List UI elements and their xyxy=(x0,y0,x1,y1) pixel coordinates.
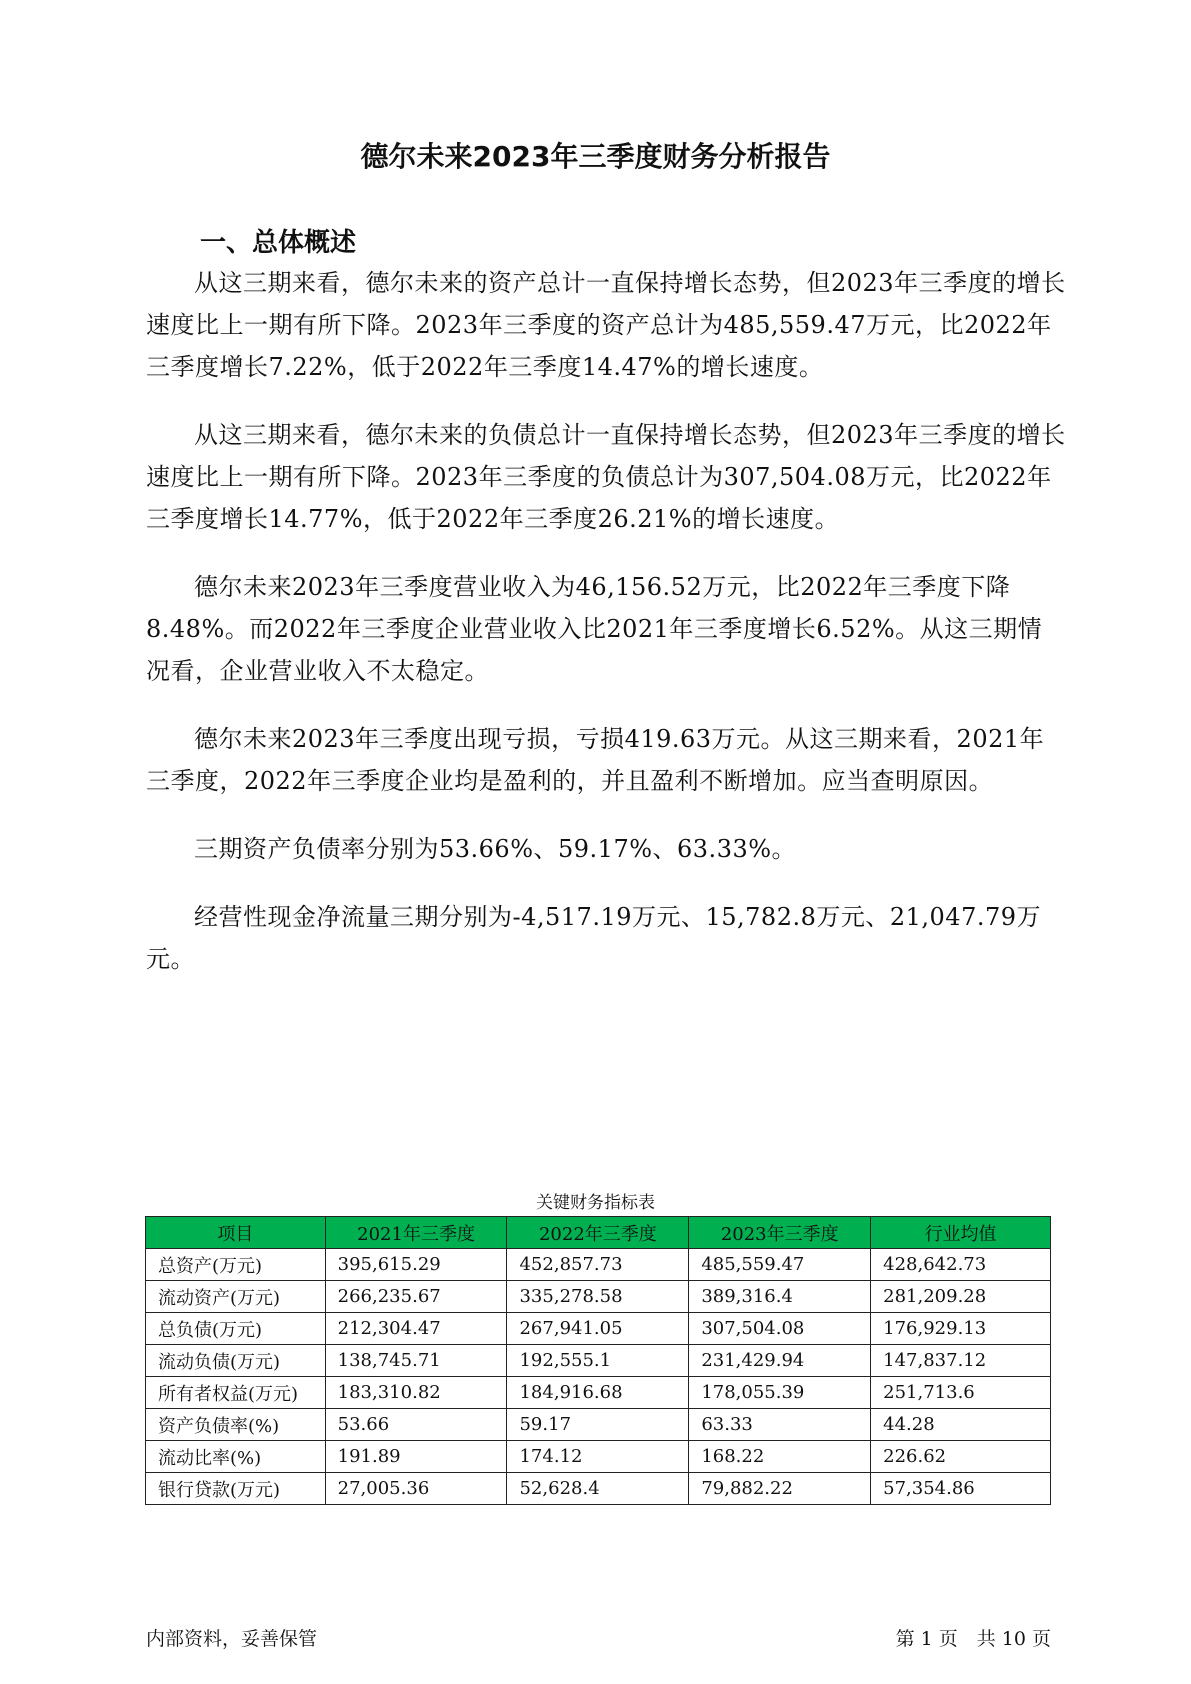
section-heading: 一、总体概述 xyxy=(200,228,357,258)
row-label: 流动负债(万元) xyxy=(146,1345,326,1377)
row-label: 资产负债率(%) xyxy=(146,1409,326,1441)
table-cell: 452,857.73 xyxy=(507,1249,689,1281)
row-label: 总负债(万元) xyxy=(146,1313,326,1345)
document-title: 德尔未来2023年三季度财务分析报告 xyxy=(360,140,831,173)
table-cell: 389,316.4 xyxy=(689,1281,871,1313)
table-cell: 231,429.94 xyxy=(689,1345,871,1377)
table-cell: 184,916.68 xyxy=(507,1377,689,1409)
table-cell: 307,504.08 xyxy=(689,1313,871,1345)
header-2021q3: 2021年三季度 xyxy=(325,1217,507,1249)
row-label: 所有者权益(万元) xyxy=(146,1377,326,1409)
table-cell: 251,713.6 xyxy=(871,1377,1051,1409)
footer-confidential-note: 内部资料，妥善保管 xyxy=(146,1628,318,1650)
table-cell: 266,235.67 xyxy=(325,1281,507,1313)
header-industry-average: 行业均值 xyxy=(871,1217,1051,1249)
table-cell: 212,304.47 xyxy=(325,1313,507,1345)
table-cell: 335,278.58 xyxy=(507,1281,689,1313)
table-cell: 79,882.22 xyxy=(689,1473,871,1505)
table-cell: 57,354.86 xyxy=(871,1473,1051,1505)
paragraph-profit: 德尔未来2023年三季度出现亏损，亏损419.63万元。从这三期来看，2021年三季度，2022年三季度企业均是盈利的，并且盈利不断增加。应当查明原因。 xyxy=(146,725,1045,795)
body-text xyxy=(146,262,1066,1006)
table-row xyxy=(146,1281,1051,1313)
table-row xyxy=(146,1249,1051,1281)
paragraph-total-liabilities: 从这三期来看，德尔未来的负债总计一直保持增长态势，但2023年三季度的增长速度比上一期有所下降。2023年三季度的负债总计为307,504.08万元，比2022年三季度增长14.77%，低于2022年三季度26.21%的增长速度。 xyxy=(146,421,1066,533)
table-cell: 485,559.47 xyxy=(689,1249,871,1281)
table-cell: 52,628.4 xyxy=(507,1473,689,1505)
row-label: 总资产(万元) xyxy=(146,1249,326,1281)
table-cell: 267,941.05 xyxy=(507,1313,689,1345)
table-row xyxy=(146,1441,1051,1473)
row-label: 流动资产(万元) xyxy=(146,1281,326,1313)
table-row xyxy=(146,1473,1051,1505)
table-cell: 44.28 xyxy=(871,1409,1051,1441)
table-cell: 226.62 xyxy=(871,1441,1051,1473)
table-cell: 63.33 xyxy=(689,1409,871,1441)
table-cell: 183,310.82 xyxy=(325,1377,507,1409)
paragraph-cash-flow: 经营性现金净流量三期分别为-4,517.19万元、15,782.8万元、21,047.79万元。 xyxy=(146,903,1042,973)
header-item: 项目 xyxy=(146,1217,326,1249)
table-row xyxy=(146,1377,1051,1409)
table-cell: 191.89 xyxy=(325,1441,507,1473)
table-cell: 138,745.71 xyxy=(325,1345,507,1377)
header-2023q3: 2023年三季度 xyxy=(689,1217,871,1249)
table-row xyxy=(146,1345,1051,1377)
row-label: 流动比率(%) xyxy=(146,1441,326,1473)
row-label: 银行贷款(万元) xyxy=(146,1473,326,1505)
key-financial-indicators-table xyxy=(145,1216,1051,1505)
table-cell: 395,615.29 xyxy=(325,1249,507,1281)
table-header-row xyxy=(146,1217,1051,1249)
table-row xyxy=(146,1313,1051,1345)
table-cell: 178,055.39 xyxy=(689,1377,871,1409)
table-cell: 176,929.13 xyxy=(871,1313,1051,1345)
footer-page-number: 第 1 页 共 10 页 xyxy=(895,1628,1051,1650)
table-cell: 27,005.36 xyxy=(325,1473,507,1505)
paragraph-total-assets: 从这三期来看，德尔未来的资产总计一直保持增长态势，但2023年三季度的增长速度比上一期有所下降。2023年三季度的资产总计为485,559.47万元，比2022年三季度增长7.22%，低于2022年三季度14.47%的增长速度。 xyxy=(146,269,1066,381)
table-caption: 关键财务指标表 xyxy=(536,1193,655,1213)
table-cell: 281,209.28 xyxy=(871,1281,1051,1313)
header-2022q3: 2022年三季度 xyxy=(507,1217,689,1249)
table-cell: 428,642.73 xyxy=(871,1249,1051,1281)
table-cell: 59.17 xyxy=(507,1409,689,1441)
table-cell: 147,837.12 xyxy=(871,1345,1051,1377)
table-cell: 53.66 xyxy=(325,1409,507,1441)
paragraph-debt-ratio: 三期资产负债率分别为53.66%、59.17%、63.33%。 xyxy=(194,835,797,863)
table-cell: 168.22 xyxy=(689,1441,871,1473)
paragraph-revenue: 德尔未来2023年三季度营业收入为46,156.52万元，比2022年三季度下降8.48%。而2022年三季度企业营业收入比2021年三季度增长6.52%。从这三期情况看，企业营业收入不太稳定。 xyxy=(146,573,1043,685)
table-cell: 192,555.1 xyxy=(507,1345,689,1377)
table-row xyxy=(146,1409,1051,1441)
table-cell: 174.12 xyxy=(507,1441,689,1473)
